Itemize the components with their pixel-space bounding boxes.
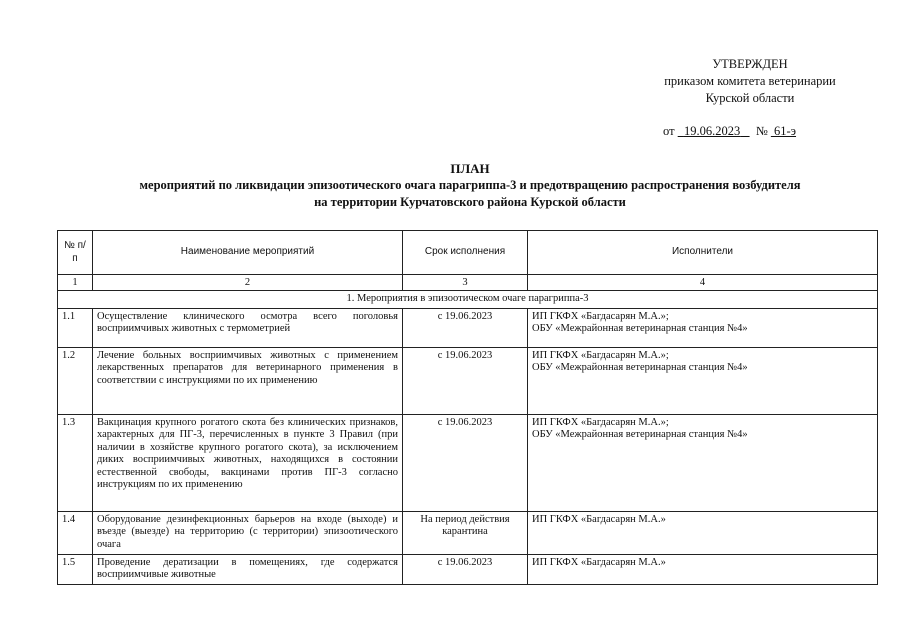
row-executors xyxy=(528,347,878,414)
executor: ОБУ «Межрайонная ветеринарная станция №4» xyxy=(532,323,748,334)
approval-line-1: УТВЕРЖДЕН xyxy=(712,57,788,71)
header-term: Срок исполнения xyxy=(403,231,528,275)
column-number: 2 xyxy=(93,275,403,291)
title-plan: ПЛАН xyxy=(450,161,490,176)
row-executors xyxy=(528,414,878,511)
header-name: Наименование мероприятий xyxy=(93,231,403,275)
table-header-row xyxy=(58,231,878,275)
order-date: 19.06.2023 xyxy=(683,124,741,138)
executor: ОБУ «Межрайонная ветеринарная станция №4» xyxy=(532,429,748,440)
approval-line-3: Курской области xyxy=(705,91,795,105)
plan-table xyxy=(57,230,878,585)
row-executors xyxy=(528,554,878,584)
row-name: Лечение больных восприимчивых животных с применением лекарственных препаратов для ветеринарного применения в соответствии с инструкциями по их применению xyxy=(93,347,403,414)
document-title xyxy=(60,160,880,211)
table-row xyxy=(58,554,878,584)
executor: ОБУ «Межрайонная ветеринарная станция №4» xyxy=(532,362,748,373)
approval-block xyxy=(600,56,900,107)
row-term: с 19.06.2023 xyxy=(403,347,528,414)
executor: ИП ГКФХ «Багдасарян М.А.» xyxy=(532,513,666,525)
order-number-prefix: № xyxy=(755,124,768,138)
column-number: 4 xyxy=(528,275,878,291)
table-row xyxy=(58,308,878,347)
title-subject: мероприятий по ликвидации эпизоотического очага парагриппа-3 и предотвращению распространения возбудителя xyxy=(139,178,801,192)
row-executors xyxy=(528,308,878,347)
row-term: с 19.06.2023 xyxy=(403,308,528,347)
header-num: № п/п xyxy=(58,231,93,275)
row-term: с 19.06.2023 xyxy=(403,554,528,584)
row-num: 1.1 xyxy=(58,308,93,347)
executor: ИП ГКФХ «Багдасарян М.А.» xyxy=(532,556,666,568)
table-row xyxy=(58,414,878,511)
row-name: Оборудование дезинфекционных барьеров на входе (выходе) и въезде (выезде) на территорию (с территории) эпизоотического очага xyxy=(93,511,403,554)
row-num: 1.3 xyxy=(58,414,93,511)
column-number-row xyxy=(58,275,878,291)
title-territory: на территории Курчатовского района Курской области xyxy=(314,195,626,209)
table-row xyxy=(58,347,878,414)
row-num: 1.2 xyxy=(58,347,93,414)
section-row xyxy=(58,291,878,309)
approval-line-2: приказом комитета ветеринарии xyxy=(664,74,836,88)
row-term: с 19.06.2023 xyxy=(403,414,528,511)
row-term: На период действия карантина xyxy=(403,511,528,554)
column-number: 3 xyxy=(403,275,528,291)
order-line xyxy=(663,124,796,139)
row-num: 1.4 xyxy=(58,511,93,554)
executor: ИП ГКФХ «Багдасарян М.А.»; xyxy=(532,310,669,322)
order-number: 61-э xyxy=(774,124,797,138)
executor: ИП ГКФХ «Багдасарян М.А.»; xyxy=(532,349,669,361)
row-num: 1.5 xyxy=(58,554,93,584)
row-name: Проведение дератизации в помещениях, где содержатся восприимчивые животные xyxy=(93,554,403,584)
row-name: Вакцинация крупного рогатого скота без клинических признаков, характерных для ПГ-3, перечисленных в пункте 3 Правил (при наличии в хозяйстве крупного рогатого скота), за исключением диких восприимчивых животных, находящихся в состоянии естественной свободы, вакцинами против ПГ-3 согласно инструкциям по их применению xyxy=(93,414,403,511)
row-name: Осуществление клинического осмотра всего поголовья восприимчивых животных с термометрией xyxy=(93,308,403,347)
section-title: 1. Мероприятия в эпизоотическом очаге парагриппа-3 xyxy=(58,291,878,309)
column-number: 1 xyxy=(58,275,93,291)
header-executors: Исполнители xyxy=(528,231,878,275)
executor: ИП ГКФХ «Багдасарян М.А.»; xyxy=(532,416,669,428)
order-prefix: от xyxy=(663,124,675,138)
table-row xyxy=(58,511,878,554)
row-executors xyxy=(528,511,878,554)
